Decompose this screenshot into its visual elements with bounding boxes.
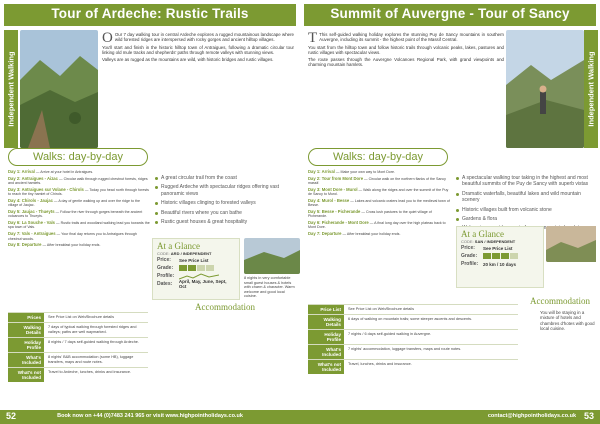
glance-grade-row: Grade: [457, 252, 543, 260]
highlight-item: Rustic guest houses & great hospitality [155, 219, 295, 225]
glance-code: CODE: SAN / INDEPENDENT [461, 239, 516, 244]
table-row: Holiday Profile 8 nights / 7 days self-guided walking through Ardeche. [8, 337, 148, 352]
highlight-item: Gardens & flora [456, 216, 596, 222]
right-footer [300, 410, 600, 424]
day-item: Day 7: Vals - Antraigues — Your final day returns you to Antraigues through chestnut woods. [8, 231, 137, 241]
left-highlights [155, 175, 295, 228]
table-row: Walking Details 7 days of typical walking through forested ridges and valleys; paths are well waymarked. [8, 322, 148, 337]
right-intro [308, 32, 504, 70]
day-item: Day 2: Antraigues - Aizac — Circular walk through rugged chestnut forests, ridges and ancient hamlets. [8, 175, 148, 186]
table-row: Walking Details 6 days of walking on mountain trails; some steeper ascents and descents. [308, 314, 518, 329]
day-item: Day 4: Chirols - Jaujac — A day of gentle walking up and over the ridge to the village of Jaujac. [8, 197, 141, 208]
left-intro [102, 32, 294, 64]
left-title-banner [4, 4, 296, 26]
glance-profile-row: Profile: 20 km / 10 days [461, 261, 517, 267]
left-intro-text-1: Our 7 day walking tour in central Ardeche explores a rugged mountainous landscape where wild forested ridges are interspersed with rocky gorges and ancient hilltop villages. [114, 32, 294, 43]
right-page-number: 53 [583, 411, 594, 421]
day-item: Day 1: Arrival — Make your own way to Mont Dore. [308, 169, 395, 174]
right-at-a-glance [456, 226, 544, 288]
table-row: Holiday Profile 7 nights / 6 days self-guided walking in Auvergne. [308, 329, 518, 344]
right-thumb-photo [546, 226, 600, 262]
glance-title: At a Glance [461, 229, 504, 239]
right-accommodation-heading: Accommodation [530, 296, 590, 306]
day-item: Day 3: Antraigues sur Volane - Chirols — Today you head north through forests to reach the tiny hamlet of Chirols. [8, 186, 149, 197]
left-page-title: Tour of Ardeche: Rustic Trails [51, 6, 249, 21]
table-row: What's not Included Travel to Ardeche, lunches, drinks and insurance. [8, 367, 148, 382]
left-intro-text-2: You'll start and finish in the historic hilltop town of Antraigues, following a dramatic circular tour linking old mule tracks and shepherds' paths through remote valleys with stunning views. [102, 44, 294, 55]
right-details-table [308, 304, 518, 374]
highlight-item: A spectacular walking tour taking in the highest and most beautiful summits of the Puy de Sancy with superb vistas [456, 175, 596, 188]
glance-grade-row: Grade: [153, 264, 239, 272]
grade-chip [483, 253, 491, 259]
right-walks-heading: Walks: day-by-day [308, 148, 448, 166]
right-vertical-tab-label: Independent Walking [586, 51, 596, 127]
right-page [300, 0, 600, 424]
left-accommodation-heading: Accommodation [195, 302, 255, 312]
grade-chip [510, 253, 518, 259]
left-footer-text: Book now on +44 (0)7483 241 965 or visit www.highpointholidays.co.uk [57, 413, 243, 419]
highlight-item: A great circular trail from the coast [155, 175, 295, 181]
left-intro-p1 [102, 30, 294, 46]
grade-chip [501, 253, 509, 259]
day-item: Day 6: Picherande - Mont Dore — A final long day over the high plateau back to Mont Dore. [308, 220, 446, 230]
grade-chip [188, 265, 196, 271]
dropcap: T [308, 30, 318, 46]
right-intro-text-1: This self-guided walking holiday explores the stunning Puy de Sancy mountains in southern Auvergne, including its summit - the highest point of the Massif Central. [319, 32, 504, 43]
dropcap: O [102, 30, 113, 46]
day-item: Day 5: Jaujac - Thueyts — Follow the river through gorges beneath the ancient volcanoes to Thueyts. [8, 209, 143, 219]
table-row: What's Included 7 nights' accommodation, luggage transfers, maps and route notes. [308, 344, 518, 359]
grade-chip [179, 265, 187, 271]
left-page-number: 52 [6, 411, 17, 421]
day-item: Day 5: Besse - Picherande — Cross lush pastures to the quiet village of Picherande. [308, 209, 432, 219]
highlight-item: Beautiful rivers where you can bathe [155, 210, 295, 216]
right-hero-photo [506, 30, 584, 148]
day-item: Day 4: Murol - Besse — Lakes and volcanic craters lead you to the medieval town of Besse. [308, 197, 450, 208]
highlight-item: Rugged Ardeche with spectacular ridges offering vast panoramic views [155, 184, 295, 197]
left-accommodation-text: 8 nights in very comfortable small guest houses & hotels with charm & character. Warm welcome and good local cuisine. [244, 276, 295, 299]
table-row: Prices See Price List on Web/Brochure details [8, 312, 148, 322]
left-at-a-glance [152, 238, 240, 300]
right-intro-text-2: You start from the hilltop town and follow historic trails through volcanic peaks, lakes, pastures and rustic villages with spectacular views. [308, 44, 504, 55]
grade-chip [197, 265, 205, 271]
day-item: Day 3: Mont Dore - Murol — Walk along the ridges and over the summit of the Puy de Sancy to Murol. [308, 186, 449, 197]
day-item: Day 8: Departure — After breakfast your holiday ends. [8, 242, 101, 248]
table-row: What's Included 8 nights' B&B accommodation (some HB), luggage transfers, maps and route notes. [8, 352, 148, 367]
day-item: Day 1: Arrival — Arrive at your hotel in Antraigues. [8, 169, 94, 174]
table-row: Price List See Price List on Web/Brochure details [308, 304, 518, 314]
left-details-table [8, 312, 148, 382]
right-intro-p1 [308, 30, 504, 46]
right-vertical-tab [584, 30, 598, 148]
right-footer-text: contact@highpointholidays.co.uk [487, 413, 576, 419]
right-accommodation-text: You will be staying in a mixture of hotels and chambres d'hotes with good local cuisine. [540, 310, 595, 331]
highlight-item: Dramatic waterfalls, beautiful lakes and wild mountain scenery [456, 191, 596, 204]
day-item: Day 2: Tour from Mont Dore — Circular walk on the northern flanks of the Sancy massif. [308, 175, 446, 186]
right-title-banner [304, 4, 596, 26]
left-vertical-tab [4, 30, 18, 148]
left-footer [0, 410, 300, 424]
glance-code: CODE: ARD / INDEPENDENT [157, 251, 212, 256]
table-row: What's not Included Travel, lunches, drinks and insurance. [308, 359, 518, 374]
left-hero-photo [20, 30, 98, 148]
glance-dates-row: Dates: April, May, June, Sept, Oct [157, 279, 227, 289]
left-intro-text-3: Valleys are as rugged as the mountains are wild, with historic bridges and rustic villages. [102, 57, 274, 63]
glance-price-row: Price: See Price List [157, 257, 209, 263]
day-item: Day 7: Departure — After breakfast your holiday ends. [308, 231, 401, 237]
glance-price-row: Price: See Price List [461, 245, 513, 251]
left-walks-heading: Walks: day-by-day [8, 148, 148, 166]
right-day-list [308, 170, 450, 239]
highlight-item: Historic villages clinging to forested valleys [155, 200, 295, 206]
highlight-item: Historic villages built from volcanic stone [456, 207, 596, 213]
glance-title: At a Glance [157, 241, 200, 251]
glance-profile-row: Profile: [153, 272, 239, 280]
left-thumb-photo [244, 238, 300, 274]
right-intro-text-3: The route passes through the Auvergne Volcanoes Regional Park, with grand viewpoints and charming mountain hamlets. [308, 57, 504, 68]
grade-chip [492, 253, 500, 259]
left-day-list [8, 170, 150, 250]
grade-chip [206, 265, 214, 271]
right-page-title: Summit of Auvergne - Tour of Sancy [330, 6, 570, 21]
left-vertical-tab-label: Independent Walking [6, 51, 16, 127]
day-item: Day 6: La Souche - Vals — Rustic trails and woodland walking lead you towards the spa town of Vals. [8, 220, 150, 230]
